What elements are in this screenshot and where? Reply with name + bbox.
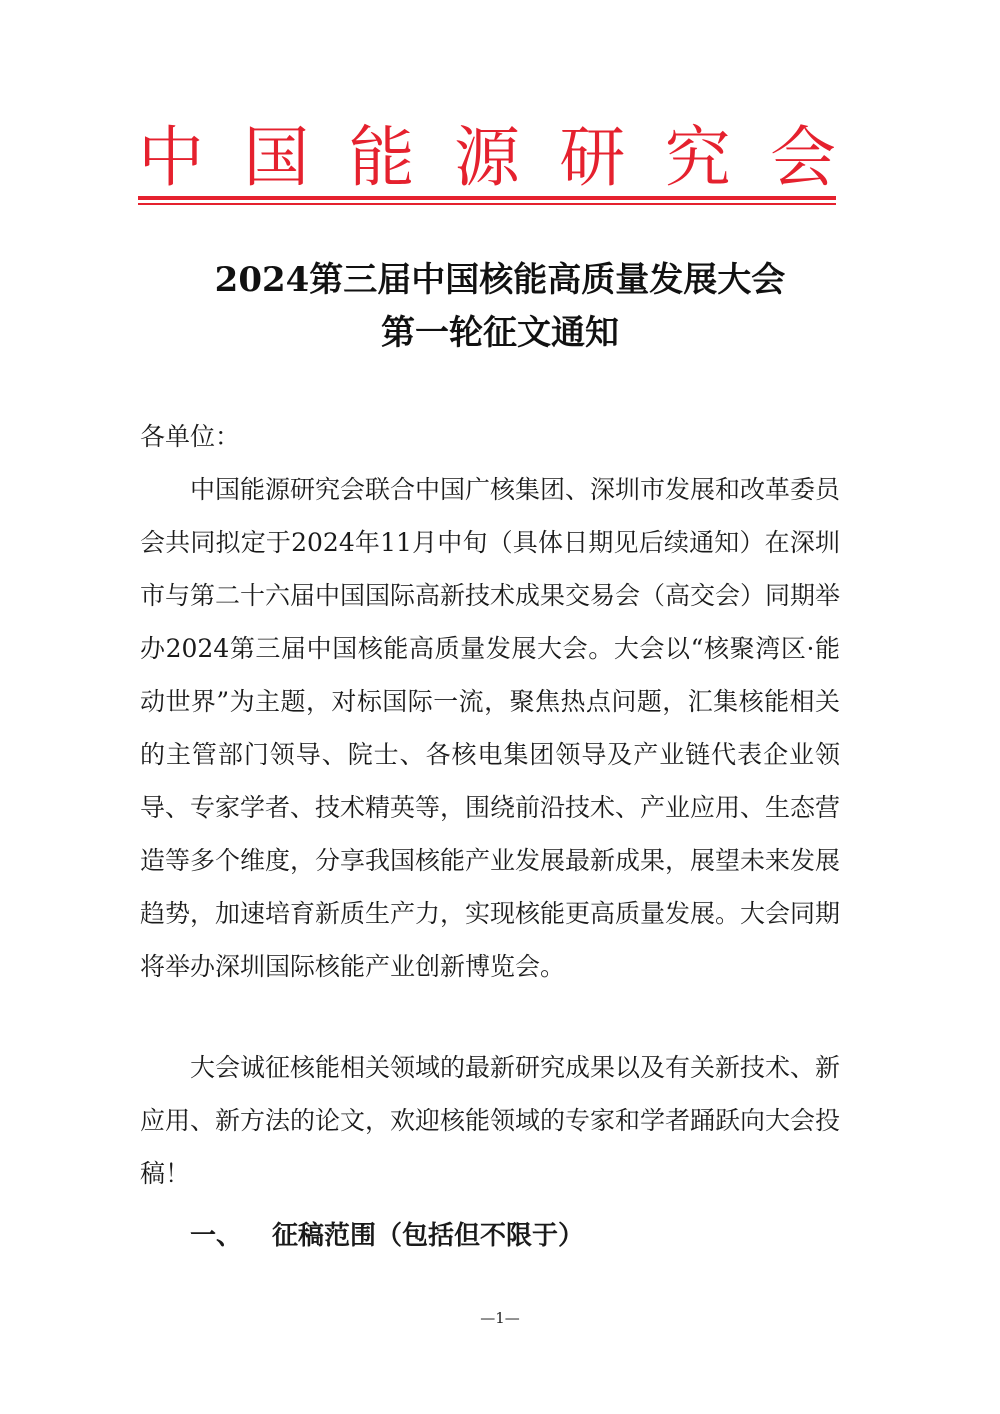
letterhead-char: 究 [664,119,731,196]
section-heading-text: 征稿范围（包括但不限于） [272,1221,585,1251]
letterhead-char: 中 [138,119,204,196]
body-paragraph-intro: 中国能源研究会联合中国广核集团、深圳市发展和改革委员会共同拟定于2024年11月中旬（具体日期见后续通知）在深圳市与第二十六届中国国际高新技术成果交易会（高交会）同期举办2024第三届中国核能高质量发展大会。大会以“核聚湾区·能动世界”为主题，对标国际一流，聚焦热点问题，汇集核能相关的主管部门领导、院士、各核电集团领导及产业链代表企业领导、专家学者、技术精英等，围绕前沿技术、产业应用、生态营造等多个维度，分享我国核能产业发展最新成果，展望未来发展趋势，加速培育新质生产力，实现核能更高质量发展。大会同期将举办深圳国际核能产业创新博览会。 [140,475,841,981]
document-title-line2: 第一轮征文通知 [381,313,619,353]
section-heading-scope [190,1216,584,1256]
document-title-line1: 2024第三届中国核能高质量发展大会 [214,260,786,300]
body-paragraph-call: 大会诚征核能相关领域的最新研究成果以及有关新技术、新应用、新方法的论文，欢迎核能领域的专家和学者踊跃向大会投稿！ [140,1053,841,1188]
section-number: 一、 [190,1221,243,1251]
letterhead-title [138,118,836,198]
letterhead-char: 能 [348,119,415,196]
letterhead-char: 源 [453,119,520,196]
letterhead-rule-thick [138,196,836,200]
letterhead-char: 国 [243,119,310,196]
salutation: 各单位： [140,422,241,451]
letterhead-rule-thin [138,203,836,205]
page-number: —1— [480,1309,520,1327]
letterhead-char: 研 [559,119,626,196]
letterhead-char: 会 [769,119,836,196]
